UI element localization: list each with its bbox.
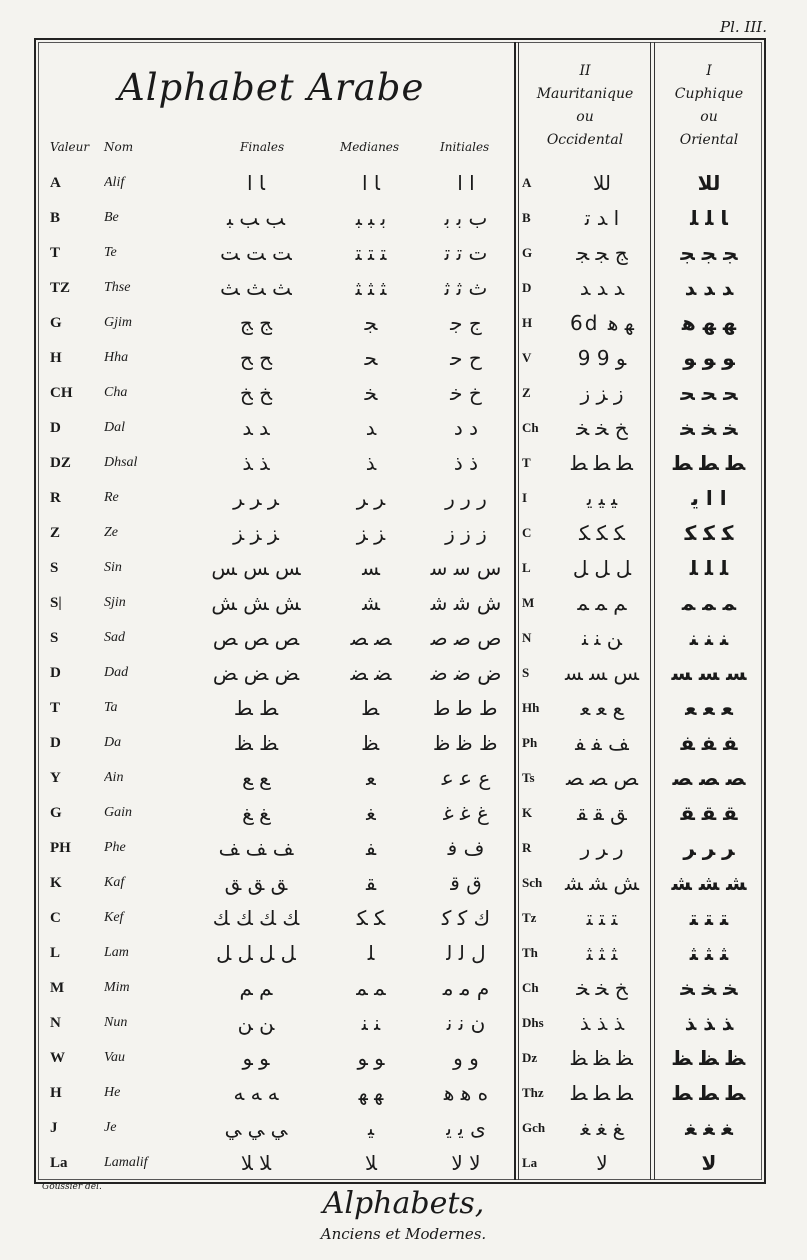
row-cuphique: ﺎ ﻠ ﻠ (690, 206, 728, 230)
row-finales: ﻚ ﻚ ﻚ ﻚ (212, 906, 300, 930)
row-initiales: ﺱ ﺳ ﺳ (430, 556, 502, 580)
row-initiales: ﺹ ﺻ ﺻ (430, 626, 502, 650)
row-medianes: ﺬ (365, 451, 377, 475)
header-finales: Finales (240, 140, 285, 154)
row-value-mauritanique: S (522, 665, 530, 680)
row-value-mauritanique: R (522, 840, 532, 855)
row-initiales: ﻅ ﻇ ﻇ (434, 731, 498, 755)
row-finales: ﻂ ﻂ (233, 696, 279, 720)
row-cuphique: ﺍ ﺍ ﻳ (691, 486, 727, 510)
divider-col1-inner (654, 42, 655, 1180)
row-name: Gain (104, 805, 132, 820)
row-medianes: ﻀ ﻀ (350, 661, 392, 685)
row-finales: ﺦ ﺦ (239, 381, 273, 405)
row-name: Sjin (104, 595, 126, 610)
row-cuphique: ﻨ ﻨ ﻨ (689, 626, 729, 650)
row-name: Gjim (104, 315, 132, 330)
row-value-mauritanique: A (522, 175, 532, 190)
row-cuphique: ﻠ ﻠ ﻠ (689, 556, 729, 580)
row-cuphique: ﺜ ﺜ ﺜ (689, 941, 729, 965)
row-medianes: ﻈ (362, 731, 380, 755)
footer-title: Alphabets, (322, 1186, 485, 1221)
row-value-mauritanique: V (522, 350, 532, 365)
row-initiales: ﻑ ﻓ (447, 836, 485, 860)
row-name: Te (104, 245, 117, 260)
row-name: Ze (104, 525, 118, 540)
row-medianes: ﺠ (364, 311, 378, 335)
row-value-mauritanique: K (522, 805, 533, 820)
row-value: PH (50, 840, 71, 856)
row-name: Hha (104, 350, 129, 365)
row-name: Ain (104, 770, 124, 785)
engraver-credit: Goussier del. (42, 1182, 102, 1192)
row-cuphique: ﺬ ﺬ ﺬ (684, 1011, 734, 1035)
row-mauritanique: ﻜ ﻜ ﻜ (579, 521, 625, 545)
row-value: W (50, 1050, 65, 1066)
row-value: S (50, 630, 59, 646)
row-medianes: ﺮ ﺮ (356, 486, 386, 510)
header-mauritanique-line3: Occidental (546, 132, 624, 148)
row-mauritanique: ﺯ ﺰ ﺯ (580, 381, 624, 405)
row-finales: ﻞ ﻞ ﻞ ﻞ (216, 941, 296, 965)
row-medianes: ﻤ ﻤ (356, 976, 386, 1000)
row-value: K (50, 875, 62, 891)
row-value: C (50, 910, 61, 926)
row-initiales: ﻁ ﻃ ﻃ (434, 696, 498, 720)
row-mauritanique: ﻄ ﻄ ﻄ (571, 1081, 633, 1105)
row-cuphique: ﺨ ﺨ ﺨ (680, 416, 738, 440)
header-cuphique-line1: Cuphique (674, 86, 744, 102)
row-finales: ﻼ ﻼ (240, 1151, 272, 1175)
page-title: Alphabet Arabe (118, 66, 425, 109)
row-finales: ﺰ ﺰ ﺰ (233, 521, 279, 545)
row-name: Lam (104, 945, 129, 960)
row-initiales: ﺫ ﺫ (453, 451, 479, 475)
row-cuphique: ﻬ ﻬ ﻫ (681, 311, 737, 335)
row-cuphique: ﺮ ﺮ ﺮ (683, 836, 735, 860)
row-cuphique: ﺸ ﺸ ﺸ (671, 871, 747, 895)
row-initiales: ﺏ ﺑ ﺑ (444, 206, 488, 230)
row-finales: ﺞ ﺞ (239, 311, 273, 335)
row-finales: ﺖ ﺖ ﺖ (220, 241, 292, 265)
header-mauritanique (522, 60, 648, 152)
row-medianes: ﺜ ﺜ ﺜ (355, 276, 387, 300)
row-value-mauritanique: Ts (522, 770, 535, 785)
row-name: Nun (104, 1015, 128, 1030)
row-initiales: ﻝ ﻟ ﻟ (446, 941, 486, 965)
row-value: TZ (50, 280, 71, 296)
row-value-mauritanique: Ch (522, 980, 539, 995)
row-medianes: ﻔ (365, 836, 377, 860)
row-value: D (50, 665, 61, 681)
header-mauritanique-line1: Mauritanique (536, 86, 634, 102)
row-cuphique: ﻜ ﻜ ﻜ (684, 521, 734, 545)
row-finales: ﺎ ﺍ (246, 171, 265, 195)
row-medianes: ﺪ (365, 416, 377, 440)
row-finales: ﻲ ﻲ ﻲ (224, 1116, 288, 1140)
row-value: La (50, 1155, 68, 1171)
row-cuphique: ﻄ ﻄ ﻄ (672, 1081, 746, 1105)
row-cuphique: ﺴ ﺴ ﺴ (671, 661, 747, 685)
row-mauritanique: 9 ﻮ 9 (577, 346, 627, 370)
row-value-mauritanique: T (522, 455, 531, 470)
row-value-mauritanique: Ph (522, 735, 538, 750)
row-value: N (50, 1015, 61, 1031)
row-value-mauritanique: D (522, 280, 532, 295)
header-valeur: Valeur (50, 140, 90, 154)
header-cuphique-num: I (706, 63, 712, 79)
row-mauritanique: ﺪ ﺪ ﺪ (579, 276, 625, 300)
row-name: Lamalif (104, 1155, 148, 1170)
row-cuphique: ﺪ ﺪ ﺪ (684, 276, 734, 300)
row-cuphique: ﺠ ﺠ ﺠ (680, 241, 738, 265)
row-value-mauritanique: Dz (522, 1050, 538, 1065)
row-initiales: ﺥ ﺧ (450, 381, 482, 405)
row-initiales: ﺡ ﺣ (450, 346, 482, 370)
row-initiales: ﺽ ﺿ ﺿ (430, 661, 502, 685)
row-mauritanique: ﺜ ﺜ ﺜ (586, 941, 618, 965)
row-medianes: ﻐ (366, 801, 376, 825)
row-initiales: ﺍ ﺍ (457, 171, 475, 195)
row-initiales: ﻯ ﻳ ﻳ (446, 1116, 486, 1140)
divider-col1 (650, 42, 651, 1180)
row-medianes: ﺤ (364, 346, 378, 370)
row-mauritanique: ﻢ ﻤ ﻤ (577, 591, 627, 615)
row-medianes: ﻠ (367, 941, 375, 965)
row-finales: ﻮ ﻮ (242, 1046, 270, 1070)
row-value-mauritanique: I (522, 490, 528, 505)
row-mauritanique: ﻦ ﻨ ﻨ (581, 626, 622, 650)
row-name: Dal (104, 420, 125, 435)
row-initiales: ﻙ ﻛ ﻛ (441, 906, 491, 930)
footer-subtitle: Anciens et Modernes. (320, 1225, 487, 1243)
row-value: Y (50, 770, 61, 786)
row-initiales: ﺙ ﺛ ﺛ (444, 276, 488, 300)
row-finales: ﻆ ﻆ (233, 731, 279, 755)
row-value: H (50, 350, 62, 366)
row-cuphique: ﻟﻠﺎ (697, 171, 721, 195)
row-initiales: ﻉ ﻋ ﻋ (441, 766, 491, 790)
row-name: Vau (104, 1050, 125, 1065)
header-initiales: Initiales (440, 140, 490, 154)
row-finales: ﺶ ﺶ ﺶ (211, 591, 301, 615)
row-value: T (50, 245, 61, 261)
row-name: Sad (104, 630, 125, 645)
row-value: A (50, 175, 61, 191)
row-value-mauritanique: Th (522, 945, 538, 960)
row-name: Ta (104, 700, 118, 715)
row-finales: ﻎ ﻎ (242, 801, 270, 825)
header-cuphique-line2: ou (700, 109, 718, 125)
row-mauritanique: ﺭ ﺮ ﺭ (580, 836, 624, 860)
row-name: He (104, 1085, 121, 1100)
row-cuphique: ﺼ ﺼ ﺼ (672, 766, 746, 790)
row-value: J (50, 1120, 58, 1136)
row-mauritanique: ﻊ ﻌ ﻌ (580, 696, 624, 720)
header-mauritanique-num: II (579, 63, 591, 79)
row-value: S| (50, 595, 62, 611)
row-value: G (50, 315, 62, 331)
row-mauritanique: ﺘ ﺘ ﺘ (586, 906, 618, 930)
row-mauritanique: ﺶ ﺸ ﺸ (565, 871, 639, 895)
row-initiales: ﻍ ﻏ ﻏ (443, 801, 489, 825)
row-cuphique: ﻮ ﻮ ﻮ (683, 346, 735, 370)
row-mauritanique: ﻄ ﻄ ﻄ (571, 451, 633, 475)
row-cuphique: ﻻ (701, 1151, 717, 1175)
row-name: Phe (104, 840, 126, 855)
row-finales: ﻢ ﻢ (239, 976, 273, 1000)
row-cuphique: ﺤ ﺤ ﺤ (680, 381, 738, 405)
header-mauritanique-line2: ou (576, 109, 594, 125)
row-value: L (50, 945, 61, 961)
row-medianes: ﺑ ﺒ ﺒ (355, 206, 387, 230)
row-name: Be (104, 210, 119, 225)
row-mauritanique: ﻴ ﻴ ﻳ (586, 486, 618, 510)
row-medianes: ﺸ (362, 591, 380, 615)
row-initiales: ﺩ ﺩ (453, 416, 479, 440)
row-value-mauritanique: Hh (522, 700, 540, 715)
row-cuphique: ﺘ ﺘ ﺘ (689, 906, 729, 930)
row-finales: ﻦ ﻦ (237, 1011, 275, 1035)
row-medianes: ﻼ (365, 1151, 377, 1175)
row-value: D (50, 735, 61, 751)
row-initiales: ﺝ ﺟ (450, 311, 482, 335)
row-mauritanique: ﻎ ﻐ ﻐ (580, 1116, 624, 1140)
row-value-mauritanique: L (522, 560, 531, 575)
row-value: R (50, 490, 61, 506)
row-value-mauritanique: Dhs (522, 1015, 544, 1030)
row-medianes: ﺼ ﺼ (350, 626, 392, 650)
row-medianes: ﻮ ﻮ (357, 1046, 385, 1070)
row-value-mauritanique: C (522, 525, 532, 540)
row-cuphique: ﻐ ﻐ ﻐ (685, 1116, 733, 1140)
row-initiales: ﺵ ﺷ ﺷ (430, 591, 502, 615)
row-initiales: ﻥ ﻧ ﻧ (446, 1011, 486, 1035)
row-initiales: ﺭ ﺭ ﺭ (445, 486, 487, 510)
header-nom: Nom (104, 140, 134, 154)
row-finales: ﺺ ﺺ ﺺ (212, 626, 300, 650)
row-finales: ﺚ ﺚ ﺚ (220, 276, 292, 300)
row-name: Kaf (104, 875, 125, 890)
row-cuphique: ﺨ ﺨ ﺨ (680, 976, 738, 1000)
header-cuphique (656, 60, 762, 152)
row-medianes: ﻜ ﻜ (356, 906, 386, 930)
header-medianes: Medianes (340, 140, 400, 154)
row-medianes: ﺨ (364, 381, 378, 405)
row-value-mauritanique: Tz (522, 910, 537, 925)
row-value: D (50, 420, 61, 436)
row-cuphique: ﻘ ﻘ ﻘ (680, 801, 738, 825)
row-finales: ﺪ ﺪ (242, 416, 270, 440)
row-medianes: ﻌ (366, 766, 376, 790)
row-finales: ﻊ ﻊ (242, 766, 270, 790)
row-finales: ﻖ ﻖ ﻖ (224, 871, 288, 895)
row-value-mauritanique: Thz (522, 1085, 544, 1100)
row-medianes: ﻬ ﻬ (358, 1081, 384, 1105)
row-name: Da (104, 735, 122, 750)
row-name: Dad (104, 665, 129, 680)
row-mauritanique: ﻟﻠﺎ (592, 171, 612, 195)
row-initiales: ﻻ ﻻ (451, 1151, 481, 1175)
row-finales: ﺮ ﺮ ﺮ (233, 486, 279, 510)
row-mauritanique: ﻒ ﻔ ﻔ (575, 731, 629, 755)
row-value: T (50, 700, 61, 716)
row-value-mauritanique: Sch (522, 875, 543, 890)
row-initiales: ﺯ ﺯ ﺯ (445, 521, 487, 545)
row-value-mauritanique: B (522, 210, 531, 225)
row-medianes: ﺎ ﺍ (361, 171, 380, 195)
row-initiales: ﺕ ﺗ ﺗ (444, 241, 488, 265)
row-initiales: ﻡ ﻣ ﻣ (442, 976, 490, 1000)
row-value: H (50, 1085, 62, 1101)
row-medianes: ﺴ (362, 556, 380, 580)
row-finales: ﺬ ﺬ (242, 451, 270, 475)
row-finales: ﻒ ﻒ ﻒ (218, 836, 294, 860)
row-finales: ﺐ ﺐ ﺒ (226, 206, 286, 230)
row-cuphique: ﻌ ﻌ ﻌ (685, 696, 733, 720)
row-value: S (50, 560, 59, 576)
row-finales: ﺢ ﺢ (239, 346, 273, 370)
row-mauritanique: ﺍ ﺪ ﺗ (584, 206, 620, 230)
row-finales: ﺲ ﺲ ﺲ (211, 556, 301, 580)
row-medianes: ﺰ ﺰ (356, 521, 386, 545)
row-name: Sin (104, 560, 122, 575)
row-value: B (50, 210, 61, 226)
row-mauritanique: ﺦ ﺨ ﺨ (576, 416, 628, 440)
row-value-mauritanique: H (522, 315, 533, 330)
row-medianes: ﻨ ﻨ (361, 1011, 381, 1035)
row-initiales: ﻩ ﻫ ﻫ (443, 1081, 489, 1105)
row-initiales: ﻭ ﻭ (453, 1046, 479, 1070)
row-mauritanique: ﺦ ﺨ ﺨ (576, 976, 628, 1000)
row-mauritanique: ﺬ ﺬ ﺬ (579, 1011, 625, 1035)
row-medianes: ﻘ (365, 871, 377, 895)
row-cuphique: ﻔ ﻔ ﻔ (680, 731, 738, 755)
divider-right-section-inner (518, 42, 519, 1180)
row-name: Re (104, 490, 119, 505)
row-value-mauritanique: G (522, 245, 533, 260)
row-name: Thse (104, 280, 131, 295)
row-value: Z (50, 525, 61, 541)
row-cuphique: ﻈ ﻈ ﻈ (672, 1046, 746, 1070)
row-value: M (50, 980, 65, 996)
row-value-mauritanique: N (522, 630, 532, 645)
row-value: DZ (50, 455, 71, 471)
row-name: Dhsal (104, 455, 138, 470)
row-cuphique: ﻤ ﻤ ﻤ (681, 591, 737, 615)
divider-right-section (514, 42, 516, 1180)
row-mauritanique: ﻖ ﻘ ﻘ (577, 801, 627, 825)
row-name: Kef (104, 910, 124, 925)
row-initiales: ﻕ ﻗ (450, 871, 482, 895)
row-mauritanique: ﻻ (596, 1151, 608, 1175)
header-cuphique-line3: Oriental (679, 132, 739, 148)
row-mauritanique: ﺲ ﺴ ﺴ (565, 661, 639, 685)
row-value: CH (50, 385, 73, 401)
row-medianes: ﻴ (367, 1116, 375, 1140)
row-mauritanique: 6d ﻬ ﻫ (570, 311, 634, 335)
row-value-mauritanique: La (522, 1155, 538, 1170)
row-mauritanique: ﻞ ﻞ ﻞ (572, 556, 632, 580)
row-value-mauritanique: Gch (522, 1120, 546, 1135)
row-cuphique: ﻄ ﻄ ﻄ (672, 451, 746, 475)
row-name: Alif (104, 175, 125, 190)
row-mauritanique: ﺺ ﺼ ﺼ (566, 766, 638, 790)
row-value-mauritanique: Ch (522, 420, 539, 435)
row-finales: ﻪ ﻪ ﻪ (233, 1081, 279, 1105)
row-value-mauritanique: Z (522, 385, 531, 400)
row-name: Je (104, 1120, 117, 1135)
row-value: G (50, 805, 62, 821)
row-finales: ﺾ ﺾ ﺾ (212, 661, 300, 685)
row-mauritanique: ﺞ ﺠ ﺠ (576, 241, 628, 265)
row-name: Cha (104, 385, 128, 400)
row-value-mauritanique: M (522, 595, 535, 610)
row-name: Mim (104, 980, 130, 995)
plate-number: Pl. III. (720, 18, 767, 36)
row-mauritanique: ﻈ ﻈ ﻈ (571, 1046, 633, 1070)
row-medianes: ﻄ (362, 696, 380, 720)
row-medianes: ﺘ ﺘ ﺘ (355, 241, 387, 265)
